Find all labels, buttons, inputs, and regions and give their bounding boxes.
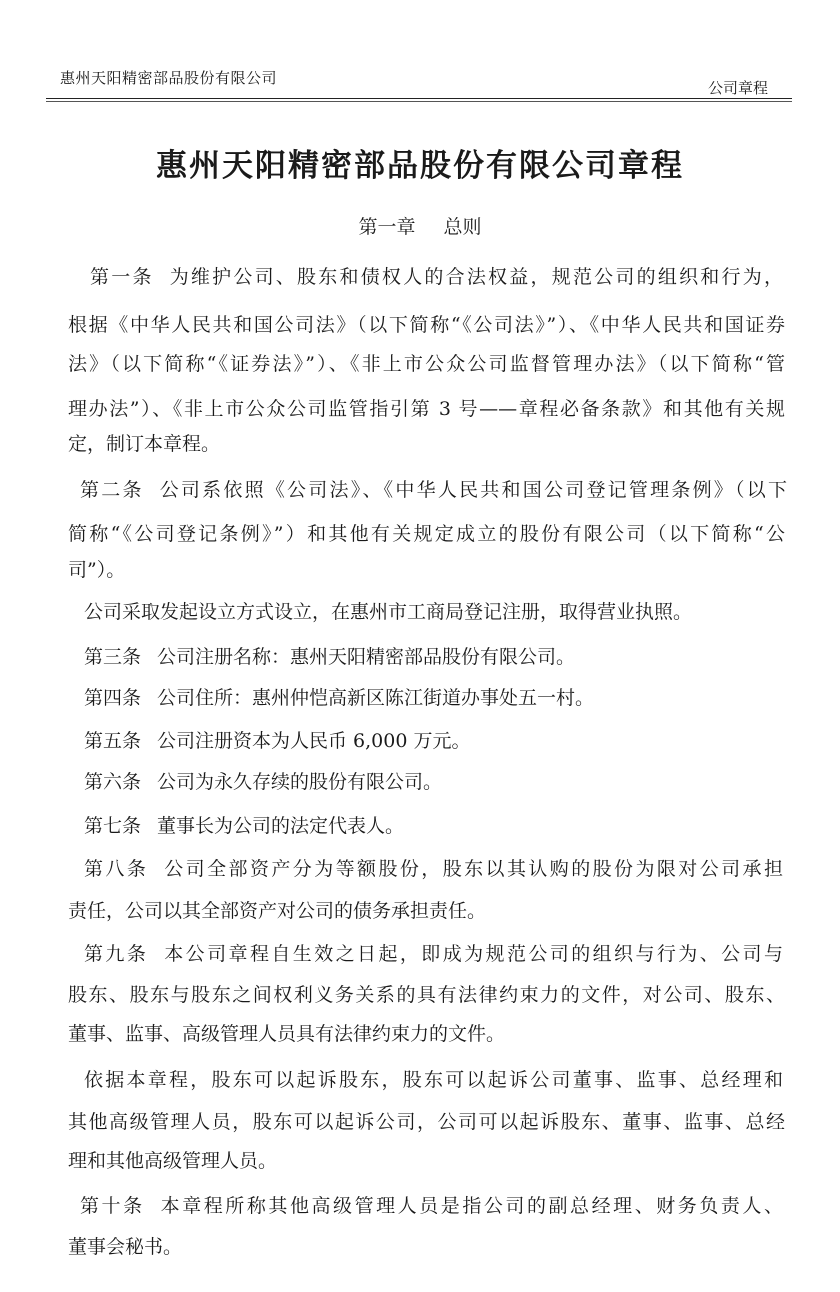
article-label: 第八条 bbox=[84, 858, 149, 880]
article-label: 第九条 bbox=[84, 943, 149, 965]
header-company-name: 惠州天阳精密部品股份有限公司 bbox=[60, 69, 278, 87]
article-label: 第五条 bbox=[84, 730, 142, 752]
article-2-line-1: 第二条 公司系依照《公司法》、《中华人民共和国公司登记管理条例》（以下 bbox=[80, 479, 787, 501]
article-label: 第三条 bbox=[84, 646, 142, 668]
article-6: 第六条 公司为永久存续的股份有限公司。 bbox=[84, 771, 443, 793]
article-label: 第一条 bbox=[90, 266, 154, 288]
article-2-line-3: 司”）。 bbox=[68, 559, 126, 581]
document-title: 惠州天阳精密部品股份有限公司章程 bbox=[156, 148, 684, 184]
paragraph-litigation-line-2: 其他高级管理人员，股东可以起诉公司，公司可以起诉股东、董事、监事、总经 bbox=[68, 1111, 785, 1133]
article-1-line-2: 根据《中华人民共和国公司法》（以下简称“《公司法》”）、《中华人民共和国证券 bbox=[68, 314, 785, 336]
article-8-line-2: 责任，公司以其全部资产对公司的债务承担责任。 bbox=[68, 900, 487, 922]
article-1-line-1: 第一条 为维护公司、股东和债权人的合法权益，规范公司的组织和行为， bbox=[90, 266, 783, 288]
article-9-line-2: 股东、股东与股东之间权利义务关系的具有法律约束力的文件，对公司、股东、 bbox=[68, 984, 785, 1006]
chapter-heading bbox=[0, 212, 840, 239]
paragraph-litigation-line-1: 依据本章程，股东可以起诉股东，股东可以起诉公司董事、监事、总经理和 bbox=[84, 1069, 783, 1091]
paragraph-registration: 公司采取发起设立方式设立，在惠州市工商局登记注册，取得营业执照。 bbox=[84, 601, 693, 623]
article-label: 第六条 bbox=[84, 771, 142, 793]
paragraph-litigation-line-3: 理和其他高级管理人员。 bbox=[68, 1150, 278, 1172]
chapter-name: 总则 bbox=[443, 216, 482, 238]
article-9-line-3: 董事、监事、高级管理人员具有法律约束力的文件。 bbox=[68, 1023, 506, 1045]
article-9-line-1: 第九条 本公司章程自生效之日起，即成为规范公司的组织与行为、公司与 bbox=[84, 943, 783, 965]
article-2-line-2: 简称“《公司登记条例》”）和其他有关规定成立的股份有限公司（以下简称“公 bbox=[68, 523, 785, 545]
article-8-line-1: 第八条 公司全部资产分为等额股份，股东以其认购的股份为限对公司承担 bbox=[84, 858, 783, 880]
article-7: 第七条 董事长为公司的法定代表人。 bbox=[84, 815, 405, 837]
article-label: 第七条 bbox=[84, 815, 142, 837]
article-label: 第四条 bbox=[84, 687, 142, 709]
header-doc-type: 公司章程 bbox=[708, 79, 769, 97]
article-1-line-5: 定，制订本章程。 bbox=[68, 433, 221, 455]
chapter-number: 第一章 bbox=[358, 216, 416, 238]
article-5: 第五条 公司注册资本为人民币 6,000 万元。 bbox=[84, 730, 471, 752]
article-label: 第二条 bbox=[80, 479, 144, 501]
header-divider bbox=[46, 98, 792, 99]
article-1-line-4: 理办法”）、《非上市公众公司监管指引第 3 号——章程必备条款》和其他有关规 bbox=[68, 398, 785, 420]
article-3: 第三条 公司注册名称：惠州天阳精密部品股份有限公司。 bbox=[84, 646, 576, 668]
article-4: 第四条 公司住所：惠州仲恺高新区陈江街道办事处五一村。 bbox=[84, 687, 595, 709]
article-10-line-2: 董事会秘书。 bbox=[68, 1236, 183, 1258]
article-1-line-3: 法》（以下简称“《证券法》”）、《非上市公众公司监督管理办法》（以下简称“管 bbox=[68, 353, 785, 375]
header-divider-thin bbox=[46, 101, 792, 102]
article-10-line-1: 第十条 本章程所称其他高级管理人员是指公司的副总经理、财务负责人、 bbox=[80, 1195, 783, 1217]
article-label: 第十条 bbox=[80, 1195, 145, 1217]
